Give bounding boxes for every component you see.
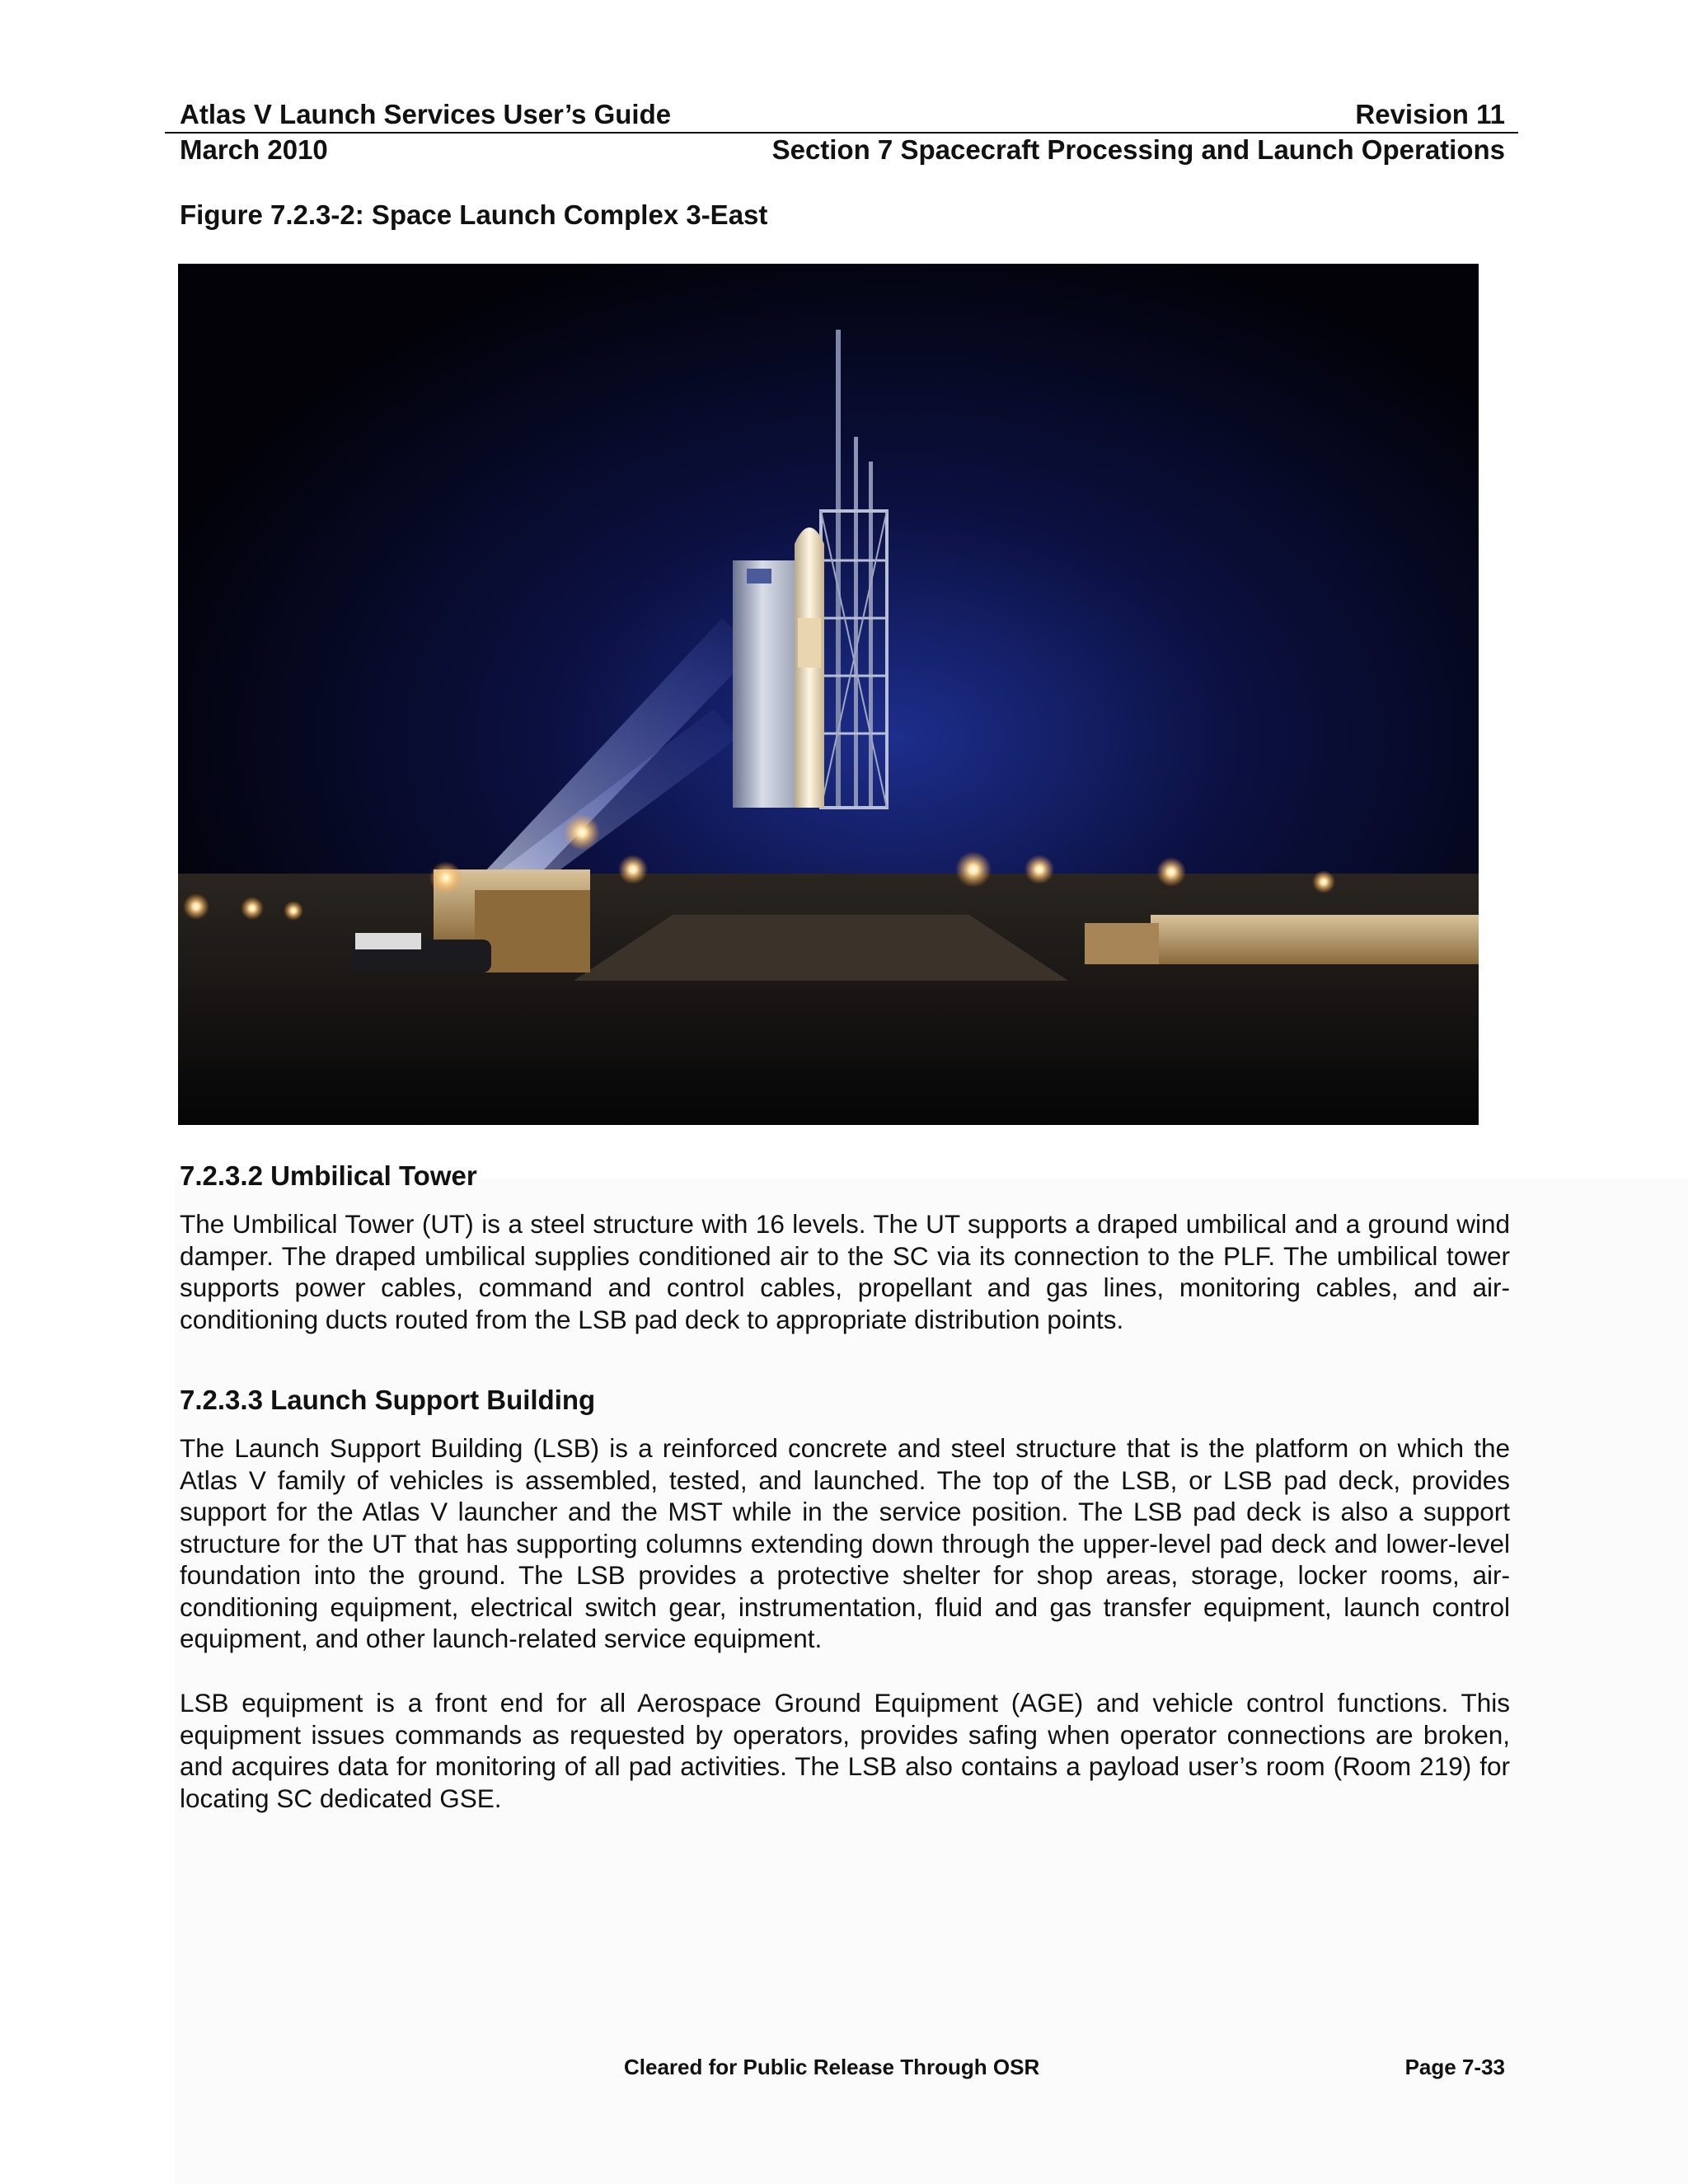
section-heading-launch-support-building: 7.2.3.3 Launch Support Building (180, 1385, 596, 1415)
figure-caption: Figure 7.2.3-2: Space Launch Complex 3-East (180, 199, 768, 230)
footer-release-notice: Cleared for Public Release Through OSR (624, 2055, 1040, 2079)
document-title: Atlas V Launch Services User’s Guide (180, 99, 672, 129)
header-rule (165, 132, 1518, 134)
paragraph-umbilical-tower: The Umbilical Tower (UT) is a steel structure with 16 levels. The UT supports a draped umbilical and a ground wind damper. The draped umbilical supplies conditioned air to the SC via its connection to the PLF. The umbilical tower supports power cables, command and control cables, propellant and gas lines, monitoring cables, and air-conditioning ducts routed from the LSB pad deck to appropriate distribution points. (180, 1209, 1510, 1334)
document-date: March 2010 (180, 134, 328, 165)
running-header-top (180, 99, 1505, 130)
footer-page-number: Page 7-33 (1404, 2055, 1505, 2079)
revision-label: Revision 11 (1355, 99, 1505, 129)
launch-complex-photo (178, 264, 1479, 1125)
section-heading-umbilical-tower: 7.2.3.2 Umbilical Tower (180, 1160, 477, 1191)
paragraph-launch-support-building: The Launch Support Building (LSB) is a reinforced concrete and steel structure that is the platform on which the Atlas V family of vehicles is assembled, tested, and launched. The top of the LSB, or LSB pad deck, provides support for the Atlas V launcher and the MST while in the service position. The LSB pad deck is also a support structure for the UT that has supporting columns extending down through the upper-level pad deck and lower-level foundation into the ground. The LSB provides a protective shelter for shop areas, storage, locker rooms, air-conditioning equipment, electrical switch gear, instrumentation, fluid and gas transfer equipment, launch control equipment, and other launch-related service equipment. (180, 1433, 1510, 1653)
running-header-bottom (180, 134, 1505, 166)
paragraph-lsb-equipment: LSB equipment is a front end for all Aerospace Ground Equipment (AGE) and vehicle control functions. This equipment issues commands as requested by operators, provides safing when operator connections are broken, and acquires data for monitoring of all pad activities. The LSB also contains a payload user’s room (Room 219) for locating SC dedicated GSE. (180, 1688, 1510, 1813)
section-title: Section 7 Spacecraft Processing and Launch Operations (771, 134, 1505, 165)
